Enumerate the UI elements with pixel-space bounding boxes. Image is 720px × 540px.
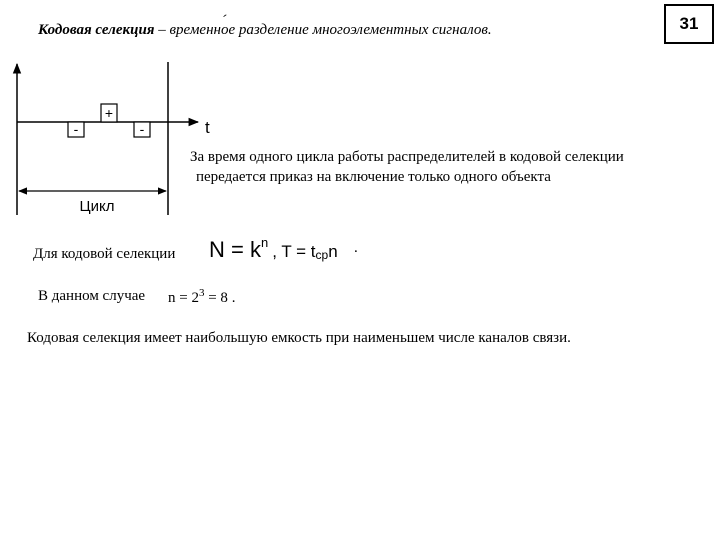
paragraph-line-1: За время одного цикла работы распределителей в кодовой селекции	[190, 149, 624, 165]
title-rest-b: разделение многоэлементных сигналов.	[235, 22, 492, 38]
formula1-sep: ,	[272, 242, 277, 261]
formula2-lhs: n = 2	[168, 290, 199, 306]
minus-sign-2: -	[139, 121, 145, 137]
title-dash: –	[154, 22, 170, 38]
conclusion-text: Кодовая селекция имеет наибольшую емкость при наименьшем числе каналов связи.	[27, 330, 571, 346]
cycle-paragraph	[190, 147, 715, 187]
formula2-exponent: 3	[198, 287, 205, 299]
formula1-prefix: Для кодовой селекции	[33, 246, 176, 262]
formula2-prefix: В данном случае	[38, 288, 146, 304]
minus-sign-1: -	[73, 121, 79, 137]
formula1-t-sub: ср	[315, 248, 329, 262]
formula1-t-rhs: n	[328, 242, 338, 261]
formula1-end: .	[354, 240, 358, 256]
formula-example	[168, 287, 235, 307]
time-axis-label: t	[205, 118, 210, 137]
formula2-end: .	[227, 290, 236, 306]
title-accented-letter: е ́	[228, 22, 235, 38]
formula1-exponent: n	[260, 235, 269, 250]
formula1-t-lhs: T = t	[281, 242, 316, 261]
paragraph-line-2: передается приказ на включение только одного объекта	[196, 169, 551, 185]
formula2-rhs: = 8	[204, 290, 228, 306]
slide-number: 31	[679, 14, 699, 33]
title-term: Кодовая селекция	[38, 22, 155, 38]
formula1-lhs: N = k	[209, 237, 261, 262]
cycle-label: Цикл	[79, 198, 115, 215]
title-rest-a: временно	[169, 22, 229, 38]
plus-sign: +	[104, 105, 114, 121]
formula-capacity	[209, 235, 338, 263]
